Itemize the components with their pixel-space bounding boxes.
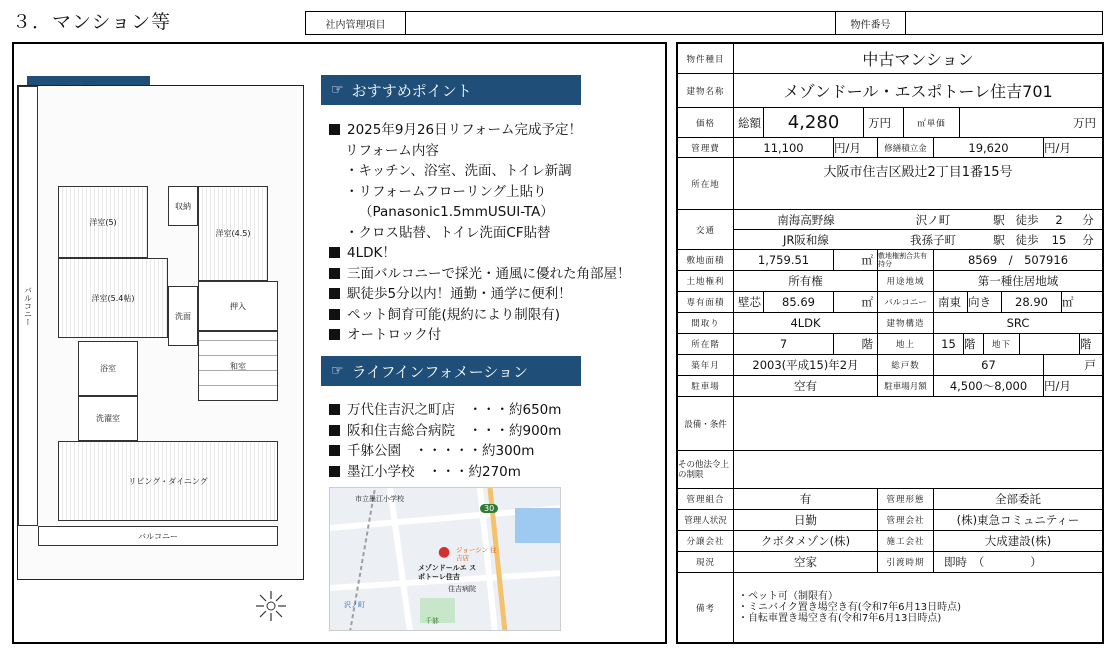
row-fees: 管理費 11,100 円/月 修繕積立金 19,620 円/月 [678, 138, 1102, 158]
transport-eki: 駅 [993, 232, 1005, 247]
transport-walk: 徒歩 [1015, 232, 1039, 247]
room-western-2: 洋室(5.4帖) [58, 258, 168, 338]
row-floor: 所在階 7 階 地上 15 階 地下 階 [678, 334, 1102, 355]
map-label-school: 市立墨江小学校 [355, 495, 404, 503]
number-label: 物件番号 [836, 12, 906, 34]
row-manager: 管理人状況 日勤 管理会社 (株)東急コミュニティー [678, 510, 1102, 531]
page-title: ３．マンション等 [12, 11, 172, 33]
room-western-3: 洋室(4.5) [198, 186, 268, 281]
map-label-route: 30 [480, 504, 498, 513]
north-compass-icon [256, 591, 286, 621]
area-map [329, 487, 561, 631]
transport-line: 南海高野線 [777, 212, 835, 227]
square-bullet-icon [329, 124, 340, 135]
life-item: 墨江小学校 ・・・約270m [329, 462, 664, 483]
notes-list [734, 573, 1102, 642]
point-item: 4LDK！ [329, 243, 664, 264]
point-item: ・クロス貼替、トイレ洗面CF貼替 [345, 224, 551, 241]
price-value: 4,280 [764, 108, 864, 137]
transport-station: 沢ノ町 [915, 212, 951, 227]
room-western-1: 洋室(5) [58, 186, 148, 258]
map-pin-icon: ● [438, 544, 451, 560]
square-bullet-icon [329, 466, 340, 477]
transport-row [734, 210, 1102, 230]
room-laundry: 洗濯室 [78, 396, 138, 441]
transport-row [734, 230, 1102, 249]
row-address: 所在地 大阪市住吉区殿辻2丁目1番15号 [678, 158, 1102, 210]
point-item: 駅徒歩5分以内！通勤・通学に便利！ [329, 284, 664, 305]
transport-walk: 徒歩 [1015, 212, 1039, 227]
row-type: 物件種目 中古マンション [678, 44, 1102, 74]
row-name: 建物名称 メゾンドール・エスポトーレ住吉701 [678, 74, 1102, 108]
row-status: 現況 空家 引渡時期 即時 （ ） [678, 552, 1102, 573]
transport-rows [734, 210, 1102, 249]
point-item: ペット飼育可能(規約により制限有) [329, 305, 664, 326]
point-item: リフォーム内容 [345, 142, 439, 159]
transport-unit: 分 [1082, 232, 1094, 247]
point-item: ・リフォームフローリング上貼り [345, 183, 547, 200]
square-bullet-icon [329, 425, 340, 436]
life-title: ライフインフォメーション [351, 362, 528, 381]
transport-line: JR阪和線 [783, 232, 829, 247]
points-header [321, 75, 581, 105]
balcony-side: バルコニー [18, 86, 38, 526]
row-limits: その他法令上の制限 [678, 451, 1102, 489]
map-label-park: 千躰 [425, 617, 439, 625]
room-ldk: リビング・ダイニング [58, 441, 278, 521]
point-item: （Panasonic1.5mmUSUI-TA） [359, 204, 554, 220]
row-price: 価格 総額 4,280 万円 ㎡単価 万円 [678, 108, 1102, 138]
row-layout: 間取り 4LDK 建物構造 SRC [678, 313, 1102, 334]
square-bullet-icon [329, 329, 340, 340]
room-closet: 押入 [198, 281, 278, 331]
hand-icon: ☞ [331, 363, 344, 379]
point-item: オートロック付 [329, 325, 664, 346]
note-item: ・ペット可（制限有） [738, 591, 838, 602]
floor-plan-drawing [17, 85, 304, 580]
square-bullet-icon [329, 309, 340, 320]
points-title: おすすめポイント [351, 81, 472, 100]
row-land: 土地権利 所有権 用途地域 第一種住居地域 [678, 271, 1102, 292]
room-bath: 浴室 [78, 341, 138, 396]
room-japanese: 和室 [198, 331, 278, 401]
transport-eki: 駅 [993, 212, 1005, 227]
transport-min: 15 [1051, 232, 1067, 247]
point-item: 三面バルコニーで採光・通風に優れた角部屋！ [329, 264, 664, 285]
mgmt-label: 社内管理項目 [306, 12, 406, 34]
map-label-hospital: 住吉病院 [448, 585, 476, 593]
square-bullet-icon [329, 445, 340, 456]
number-value [906, 12, 1102, 34]
property-table [676, 42, 1104, 644]
balcony-bottom: バルコニー [38, 526, 278, 546]
room-washroom: 洗面 [168, 286, 198, 346]
row-area: 専有面積 壁芯 85.69 ㎡ バルコニー 南東 向き 28.90 ㎡ [678, 292, 1102, 313]
hand-icon: ☞ [331, 82, 344, 98]
map-label-station: 沢ノ町 [344, 601, 365, 609]
map-label-pin: メゾンドールエ スポトーレ住吉 [418, 564, 477, 581]
row-notes: 備考 ・ペット可（制限有） ・ミニバイク置き場空き有(令和7年6月13日時点) ・自転車置き場空き有(令和7年6月13日時点) [678, 573, 1102, 642]
life-header [321, 356, 581, 386]
life-list [329, 400, 664, 482]
property-type: 中古マンション [862, 50, 974, 69]
life-item: 万代住吉沢之町店 ・・・約650m [329, 400, 664, 421]
point-item: 2025年9月26日リフォーム完成予定！ [329, 120, 664, 141]
address: 大阪市住吉区殿辻2丁目1番15号 [823, 165, 1013, 180]
note-item: ・ミニバイク置き場空き有(令和7年6月13日時点) [738, 602, 962, 613]
row-parking: 駐車場 空有 駐車場月額 4,500～8,000 円/月 [678, 376, 1102, 397]
note-item: ・自転車置き場空き有(令和7年6月13日時点) [738, 613, 942, 624]
transport-min: 2 [1055, 212, 1063, 227]
transport-station: 我孫子町 [910, 232, 956, 247]
square-bullet-icon [329, 247, 340, 258]
transport-unit: 分 [1082, 212, 1094, 227]
points-list [329, 120, 664, 346]
room-storage: 収納 [168, 186, 198, 226]
life-item: 阪和住吉総合病院 ・・・約900m [329, 421, 664, 442]
row-union: 管理組合 有 管理形態 全部委託 [678, 489, 1102, 510]
row-equipment: 設備・条件 [678, 397, 1102, 451]
square-bullet-icon [329, 288, 340, 299]
row-transport: 交通 南海高野線 沢ノ町 駅 徒歩 2 分 JR阪和線 我孫子町 駅 徒歩 15 分 [678, 210, 1102, 250]
square-bullet-icon [329, 268, 340, 279]
row-site: 敷地面積 1,759.51 ㎡ 敷地権割合共有持分 8569 / 507916 [678, 250, 1102, 271]
point-item: ・キッチン、浴室、洗面、トイレ新調 [345, 163, 572, 179]
row-seller: 分譲会社 クボタメゾン(株) 施工会社 大成建設(株) [678, 531, 1102, 552]
building-name: メゾンドール・エスポトーレ住吉701 [783, 82, 1053, 101]
map-label-super: ジョーシン 住吉店 [456, 546, 497, 562]
row-built: 築年月 2003(平成15)年2月 総戸数 67 戸 [678, 355, 1102, 376]
mgmt-value [406, 12, 836, 34]
life-item: 千躰公園 ・・・・・約300m [329, 441, 664, 462]
management-bar [305, 11, 1103, 35]
square-bullet-icon [329, 404, 340, 415]
